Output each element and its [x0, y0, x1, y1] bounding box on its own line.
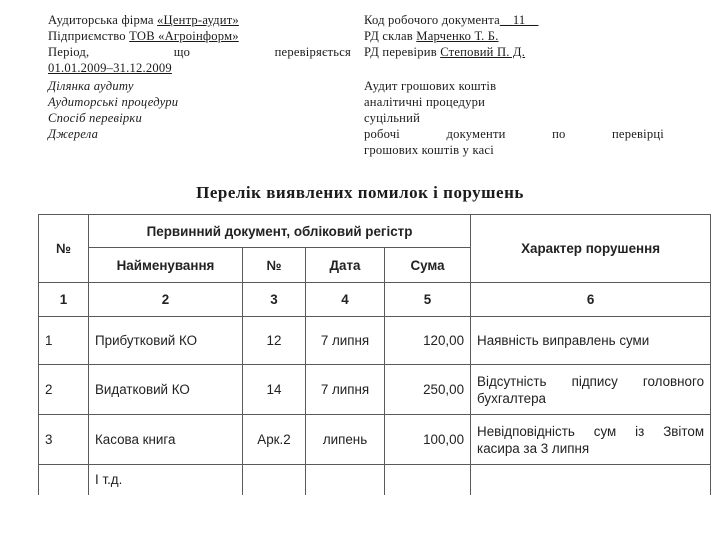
row-amount: 250,00 [385, 365, 471, 415]
period-label: Період, що перевіряється [48, 45, 351, 59]
area-value: Аудит грошових коштів [364, 79, 497, 93]
doc-code-line: Код робочого документа__11__ [364, 13, 539, 27]
sources-label: Джерела [48, 127, 99, 141]
checked-by-label: РД перевірив [364, 45, 437, 59]
checked-by-value: Степовий П. Д. [440, 45, 526, 59]
col-header-date: Дата [306, 248, 385, 283]
column-numbers-row [39, 283, 711, 317]
compiled-by-line [364, 28, 664, 44]
table-row [39, 465, 711, 495]
row-date: липень [306, 415, 385, 465]
table-row [39, 365, 711, 415]
row-doc-name: Касова книга [89, 415, 243, 465]
doc-code-label: Код робочого документа [364, 13, 500, 27]
sources-value-line2: грошових коштів у касі [364, 143, 494, 157]
col-header-violation: Характер порушення [471, 215, 711, 283]
col-number: 4 [306, 283, 385, 317]
row-date [306, 465, 385, 495]
row-date: 7 липня [306, 365, 385, 415]
row-no: 3 [39, 415, 89, 465]
row-no: 2 [39, 365, 89, 415]
row-no: 1 [39, 317, 89, 365]
enterprise-line [48, 28, 351, 44]
compiled-by-value: Марченко Т. Б. [416, 29, 499, 43]
table-row [39, 317, 711, 365]
row-amount [385, 465, 471, 495]
document-header [48, 12, 678, 158]
col-number: 5 [385, 283, 471, 317]
row-amount: 100,00 [385, 415, 471, 465]
row-doc-no: 14 [243, 365, 306, 415]
header-row-1 [39, 215, 711, 248]
col-number: 3 [243, 283, 306, 317]
row-date: 7 липня [306, 317, 385, 365]
col-header-amount: Сума [385, 248, 471, 283]
row-doc-no [243, 465, 306, 495]
audit-firm-label: Аудиторська фірма [48, 13, 154, 27]
row-doc-name: Прибутковий КО [89, 317, 243, 365]
sources-value-line1: робочі документи по перевірці [364, 127, 664, 141]
col-header-no: № [39, 215, 89, 283]
row-doc-name: Видатковий КО [89, 365, 243, 415]
row-doc-name: І т.д. [89, 465, 243, 495]
row-amount: 120,00 [385, 317, 471, 365]
col-header-primary-doc: Первинний документ, обліковий регістр [89, 215, 471, 248]
compiled-by-label: РД склав [364, 29, 413, 43]
procedures-value: аналітичні процедури [364, 95, 486, 109]
period-value: 01.01.2009–31.12.2009 [48, 61, 172, 75]
area-label: Ділянка аудиту [48, 79, 134, 93]
checked-by-line [364, 44, 664, 60]
col-number: 2 [89, 283, 243, 317]
violations-table [38, 214, 711, 495]
col-header-name: Найменування [89, 248, 243, 283]
enterprise-label: Підприємство [48, 29, 126, 43]
col-number: 6 [471, 283, 711, 317]
table-row [39, 415, 711, 465]
method-value: суцільний [364, 111, 421, 125]
audit-firm-value: «Центр-аудит» [157, 13, 239, 27]
method-label: Спосіб перевірки [48, 111, 142, 125]
enterprise-value: ТОВ «Агроінформ» [129, 29, 239, 43]
row-doc-no: 12 [243, 317, 306, 365]
audit-firm-line [48, 12, 351, 28]
doc-code-value: 11 [512, 13, 526, 27]
row-violation [471, 465, 711, 495]
procedures-label: Аудиторські процедури [48, 95, 179, 109]
col-header-doc-no: № [243, 248, 306, 283]
row-violation: Відсутність підпису головного бухгалтера [471, 365, 711, 415]
row-violation: Невідповідність сум із Звітом касира за 3 липня [471, 415, 711, 465]
row-no [39, 465, 89, 495]
row-doc-no: Арк.2 [243, 415, 306, 465]
col-number: 1 [39, 283, 89, 317]
page-title: Перелік виявлених помилок і порушень [196, 183, 524, 202]
row-violation: Наявність виправлень суми [471, 317, 711, 365]
